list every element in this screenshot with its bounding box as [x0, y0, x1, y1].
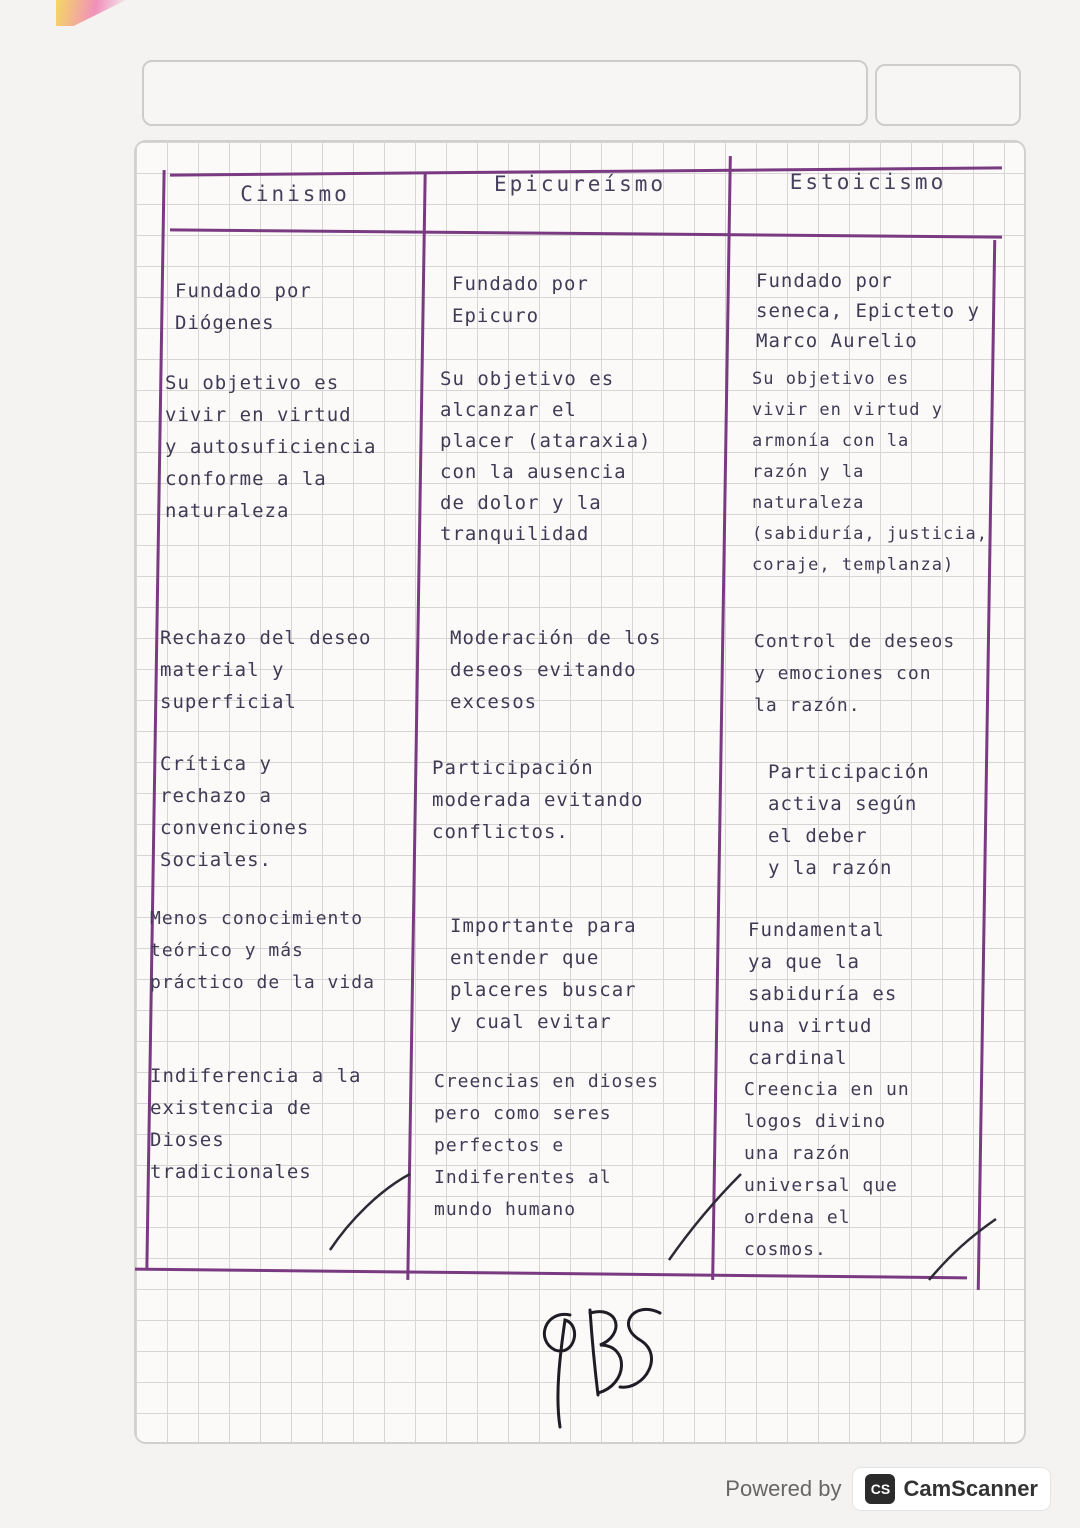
- cell-epicureismo-conocimiento: Importante para entender que placeres buscar y cual evitar: [450, 915, 637, 1033]
- cell-epicureismo-deseos: Moderación de los deseos evitando excesos: [450, 627, 662, 713]
- camscanner-watermark: [725, 1467, 1050, 1511]
- header-epicureismo: Epicureísmo: [493, 172, 667, 196]
- cell-estoicismo-deseos: Control de deseos y emociones con la razón.: [754, 631, 956, 716]
- cell-estoicismo-conocimiento: Fundamental ya que la sabiduría es una virtud cardinal: [748, 919, 898, 1069]
- cell-estoicismo-objetivo: Su objetivo es vivir en virtud y armonía con la razón y la naturaleza (sabiduría, justicia, coraje, templanza): [752, 369, 988, 575]
- closing-slash-2: [665, 1170, 745, 1265]
- notebook-date-box: [875, 64, 1021, 126]
- header-estoicismo: Estoicismo: [789, 170, 947, 194]
- cell-estoicismo-sociedad: Participación activa según el deber y la razón: [768, 761, 930, 879]
- closing-slash-1: [325, 1170, 415, 1255]
- notebook-header-box: [142, 60, 868, 126]
- cell-cinismo-fundador: Fundado por Diógenes: [175, 280, 312, 334]
- cell-cinismo-conocimiento: Menos conocimiento teórico y más práctico de la vida: [150, 908, 375, 993]
- cell-estoicismo-dioses: Creencia en un logos divino una razón universal que ordena el cosmos.: [744, 1079, 910, 1260]
- cell-epicureismo-sociedad: Participación moderada evitando conflictos.: [432, 757, 644, 843]
- handwritten-signature: [520, 1295, 670, 1435]
- cell-estoicismo-fundador: Fundado por seneca, Epicteto y Marco Aurelio: [756, 270, 980, 352]
- header-cinismo: Cinismo: [240, 182, 350, 206]
- cell-epicureismo-fundador: Fundado por Epicuro: [452, 273, 589, 327]
- cell-cinismo-objetivo: Su objetivo es vivir en virtud y autosuficiencia conforme a la naturaleza: [165, 372, 377, 522]
- camscanner-brand-name: CamScanner: [903, 1476, 1038, 1501]
- highlighter-mark: [56, 0, 126, 26]
- cell-cinismo-deseos: Rechazo del deseo material y superficial: [160, 627, 372, 713]
- cell-cinismo-sociedad: Crítica y rechazo a convenciones Sociales.: [160, 753, 310, 871]
- closing-slash-3: [925, 1215, 1000, 1285]
- camscanner-logo-icon: CS: [865, 1474, 895, 1504]
- cell-epicureismo-objetivo: Su objetivo es alcanzar el placer (ataraxia) con la ausencia de dolor y la tranquilidad: [440, 368, 652, 545]
- camscanner-badge: [853, 1468, 1050, 1510]
- cell-cinismo-dioses: Indiferencia a la existencia de Dioses tradicionales: [150, 1065, 362, 1183]
- cell-epicureismo-dioses: Creencias en dioses pero como seres perfectos e Indiferentes al mundo humano: [434, 1071, 659, 1220]
- powered-by-label: Powered by: [725, 1476, 842, 1501]
